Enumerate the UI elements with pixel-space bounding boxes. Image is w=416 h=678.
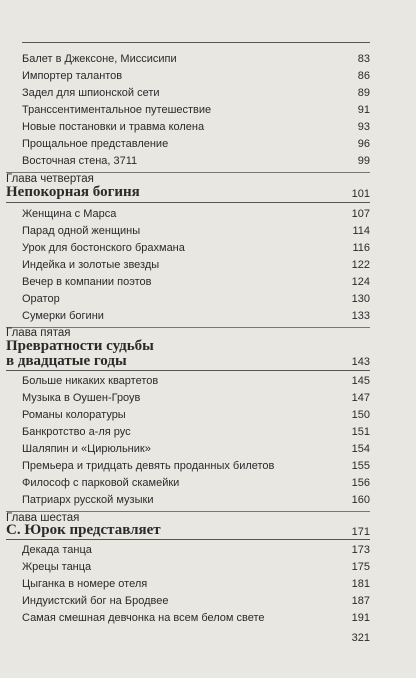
toc-entry: Трансcентиментальное путешествие 91 [22,104,370,116]
chapter-page: 101 [351,188,370,200]
toc-entry: Больше никаких квартетов 145 [22,375,370,387]
toc-entry: Оратор 130 [22,293,370,305]
toc-entry: Патриарх русской музыки 160 [22,494,370,506]
toc-entry: Цыганка в номере отеля 181 [22,578,370,590]
chapter-title-rule [6,202,370,203]
toc-entry: Музыка в Оушен-Гроув 147 [22,392,370,404]
toc-entry: Премьера и тридцать девять проданных билетов 155 [22,460,370,472]
chapter-title: Превратности судьбы [6,338,154,354]
top-rule [22,42,370,43]
toc-entry: Балет в Джексоне, Миссисипи 83 [22,53,370,65]
toc-entry: Вечер в компании поэтов 124 [22,276,370,288]
toc-entry: Новые постановки и травма колена 93 [22,121,370,133]
toc-entry: Банкротство а-ля рус 151 [22,426,370,438]
toc-entry: Сумерки богини 133 [22,310,370,322]
chapter-title-rule [6,370,370,371]
toc-entry: Восточная стена, 3711 99 [22,155,370,167]
toc-entry: Задел для шпионской сети 89 [22,87,370,99]
chapter-label: Глава пятая [6,327,71,339]
toc-entry: Прощальное представление 96 [22,138,370,150]
toc-entry: Декада танца 173 [22,544,370,556]
chapter-title-rule [6,539,370,540]
toc-entry: Импортер талантов 86 [22,70,370,82]
toc-entry: Урок для бостонского брахмана 116 [22,242,370,254]
chapter-label: Глава шестая [6,512,80,524]
chapter-title: С. Юрок представляет [6,522,161,538]
toc-entry: Жрецы танца 175 [22,561,370,573]
toc-entry: Самая смешная девчонка на всем белом свете 191 [22,612,370,624]
chapter-title: Непокорная богиня [6,184,140,200]
page-number: 321 [351,632,370,644]
chapter-label: Глава четвертая [6,173,94,185]
toc-entry: Философ с парковой скамейки 156 [22,477,370,489]
toc-entry: Индейка и золотые звезды 122 [22,259,370,271]
chapter-title: в двадцатые годы [6,353,127,369]
toc-entry: Индуистский бог на Бродвее 187 [22,595,370,607]
chapter-page: 143 [351,356,370,368]
toc-entry: Женщина с Марса 107 [22,208,370,220]
toc-entry: Шаляпин и «Цирюльник» 154 [22,443,370,455]
toc-entry: Парад одной женщины 114 [22,225,370,237]
chapter-page: 171 [351,526,370,538]
toc-entry: Романы колоратуры 150 [22,409,370,421]
